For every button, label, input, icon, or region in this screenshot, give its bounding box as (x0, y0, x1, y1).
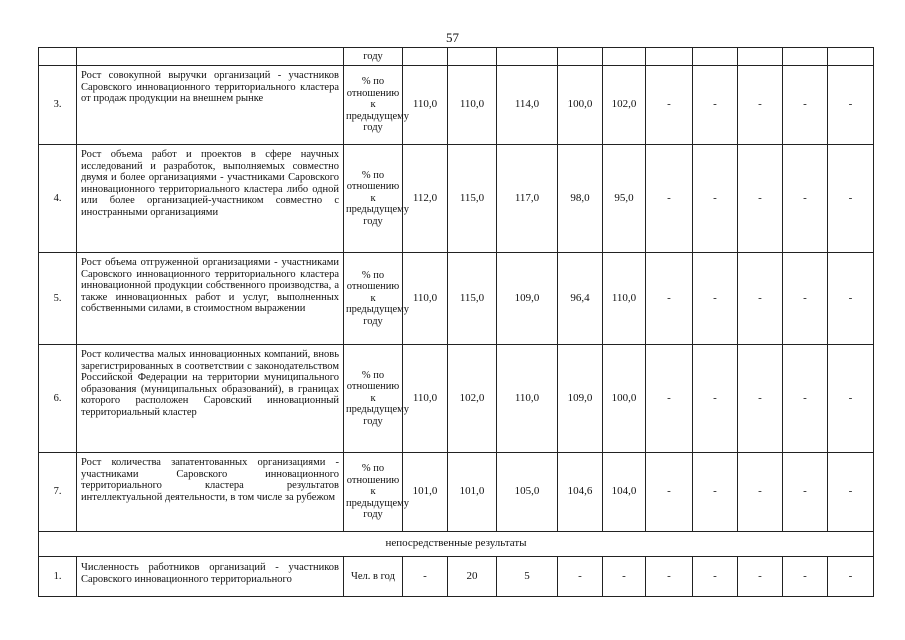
value-cell: - (738, 557, 783, 597)
value-cell: - (646, 557, 693, 597)
row-number: 1. (39, 557, 77, 597)
unit-cell: % по отношению к предыдущему году (344, 145, 403, 253)
value-cell: - (828, 345, 874, 453)
value-cell: 100,0 (558, 66, 603, 145)
value-cell: 105,0 (497, 453, 558, 532)
value-cell: 115,0 (448, 253, 497, 345)
value-cell: - (738, 253, 783, 345)
value-cell: 110,0 (497, 345, 558, 453)
indicator-description: Рост объема отгруженной организациями - участниками Саровского инновационного территориального кластера инновационной продукции собственного производства, а также инновационных работ и услуг, выполненных собственными силами, в стоимостном выражении (77, 253, 344, 345)
table-row-continuation (39, 48, 874, 66)
indicator-description: Рост объема работ и проектов в сфере научных исследований и разработок, выполняемых совместно двумя и более организациями - участниками Саровского инновационного территориального кластера либо одной или более организацией-участником совместно с иностранными организациями (77, 145, 344, 253)
unit-cell: % по отношению к предыдущему году (344, 66, 403, 145)
value-cell: - (828, 66, 874, 145)
row-number: 4. (39, 145, 77, 253)
value-cell: 112,0 (403, 145, 448, 253)
indicator-description: Рост совокупной выручки организаций - участников Саровского инновационного территориального кластера от продаж продукции на внешнем рынке (77, 66, 344, 145)
table-row (39, 345, 874, 453)
value-cell: - (738, 345, 783, 453)
value-cell: 104,0 (603, 453, 646, 532)
value-cell: - (783, 345, 828, 453)
table-row (39, 66, 874, 145)
value-cell: - (693, 557, 738, 597)
value-cell: - (646, 345, 693, 453)
table-row (39, 557, 874, 597)
value-cell: - (646, 66, 693, 145)
value-cell: 102,0 (603, 66, 646, 145)
value-cell: - (783, 66, 828, 145)
row-number: 7. (39, 453, 77, 532)
value-cell: 114,0 (497, 66, 558, 145)
value-cell: - (738, 145, 783, 253)
unit-cell: году (344, 48, 403, 66)
table-row (39, 453, 874, 532)
section-title: непосредственные результаты (39, 532, 874, 557)
row-number: 3. (39, 66, 77, 145)
value-cell: - (828, 453, 874, 532)
value-cell: - (646, 453, 693, 532)
indicator-description: Численность работников организаций - участников Саровского инновационного территориального (77, 557, 344, 597)
value-cell: - (693, 345, 738, 453)
value-cell: - (558, 557, 603, 597)
value-cell: - (828, 253, 874, 345)
value-cell: 109,0 (497, 253, 558, 345)
row-number: 5. (39, 253, 77, 345)
unit-cell: Чел. в год (344, 557, 403, 597)
value-cell: 5 (497, 557, 558, 597)
table-row (39, 145, 874, 253)
value-cell: 102,0 (448, 345, 497, 453)
value-cell: 110,0 (403, 66, 448, 145)
value-cell: - (646, 253, 693, 345)
value-cell: 95,0 (603, 145, 646, 253)
value-cell: - (828, 145, 874, 253)
value-cell: - (646, 145, 693, 253)
value-cell: 96,4 (558, 253, 603, 345)
row-number: 6. (39, 345, 77, 453)
value-cell: - (403, 557, 448, 597)
page-number: 57 (446, 30, 459, 45)
value-cell: - (603, 557, 646, 597)
value-cell: 101,0 (448, 453, 497, 532)
unit-cell: % по отношению к предыдущему году (344, 345, 403, 453)
value-cell: - (783, 145, 828, 253)
cell-blank (39, 48, 77, 66)
value-cell: - (738, 66, 783, 145)
unit-cell: % по отношению к предыдущему году (344, 453, 403, 532)
value-cell: - (783, 453, 828, 532)
value-cell: - (783, 557, 828, 597)
value-cell: 110,0 (448, 66, 497, 145)
indicator-description: Рост количества малых инновационных компаний, вновь зарегистрированных в соответствии с законодательством Российской Федерации на территории муниципального образования (муниципальных образований), в границах которого расположен Саровский инновационный территориальный кластер (77, 345, 344, 453)
unit-cell: % по отношению к предыдущему году (344, 253, 403, 345)
indicators-table (38, 47, 874, 597)
cell-blank (77, 48, 344, 66)
value-cell: - (693, 66, 738, 145)
value-cell: 110,0 (603, 253, 646, 345)
value-cell: 98,0 (558, 145, 603, 253)
value-cell: 110,0 (403, 345, 448, 453)
value-cell: - (693, 145, 738, 253)
value-cell: 104,6 (558, 453, 603, 532)
value-cell: 110,0 (403, 253, 448, 345)
value-cell: 101,0 (403, 453, 448, 532)
value-cell: 109,0 (558, 345, 603, 453)
section-row (39, 532, 874, 557)
value-cell: - (783, 253, 828, 345)
value-cell: - (738, 453, 783, 532)
table-row (39, 253, 874, 345)
value-cell: 115,0 (448, 145, 497, 253)
value-cell: 100,0 (603, 345, 646, 453)
value-cell: - (693, 253, 738, 345)
value-cell: 117,0 (497, 145, 558, 253)
value-cell: - (693, 453, 738, 532)
indicator-description: Рост количества запатентованных организациями - участниками Саровского инновационного территориального кластера результатов интеллектуальной деятельности, в том числе за рубежом (77, 453, 344, 532)
value-cell: - (828, 557, 874, 597)
value-cell: 20 (448, 557, 497, 597)
